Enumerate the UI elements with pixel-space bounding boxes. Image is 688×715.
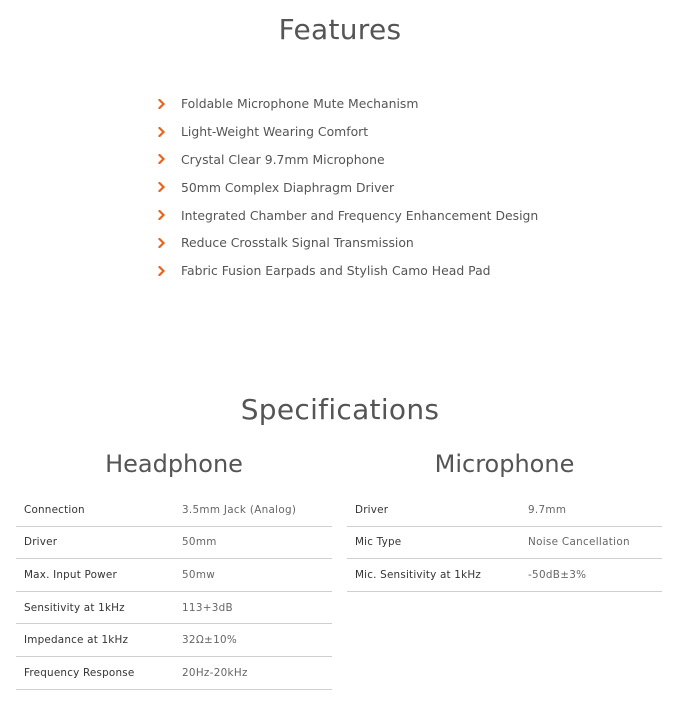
spec-label: Sensitivity at 1kHz [24,601,125,614]
headphone-spec-table [16,494,332,690]
chevron-right-icon [158,266,181,276]
spec-value: 50mm [182,536,217,549]
spec-value: 9.7mm [528,503,567,516]
spec-value: 3.5mm Jack (Analog) [182,503,297,516]
table-row [16,559,332,592]
table-row [16,527,332,560]
feature-item [158,90,538,118]
chevron-right-icon [158,154,181,164]
microphone-spec-table [347,494,662,592]
spec-value: Noise Cancellation [528,536,630,549]
features-list [158,90,538,285]
feature-text: Integrated Chamber and Frequency Enhancement Design [181,207,539,223]
feature-item [158,173,538,201]
spec-label: Driver [355,503,389,516]
feature-text: Crystal Clear 9.7mm Microphone [181,151,385,167]
feature-text: 50mm Complex Diaphragm Driver [181,179,395,195]
spec-value: 113+3dB [182,601,233,614]
table-row [347,527,662,560]
headphone-title: Headphone [105,450,243,478]
spec-label: Impedance at 1kHz [24,634,129,647]
features-title: Features [278,13,402,46]
table-row [16,592,332,625]
feature-item [158,201,538,229]
spec-label: Mic. Sensitivity at 1kHz [355,568,482,581]
table-row [347,494,662,527]
spec-value: 32Ω±10% [182,634,238,647]
table-row [16,657,332,690]
chevron-right-icon [158,182,181,192]
spec-value: -50dB±3% [528,568,587,581]
chevron-right-icon [158,99,181,109]
spec-value: 20Hz-20kHz [182,666,248,679]
feature-item [158,257,538,285]
table-row [16,494,332,527]
spec-label: Connection [24,503,85,516]
feature-text: Foldable Microphone Mute Mechanism [181,96,419,112]
feature-item [158,229,538,257]
chevron-right-icon [158,210,181,220]
spec-label: Driver [24,536,58,549]
spec-label: Frequency Response [24,666,135,679]
spec-label: Max. Input Power [24,568,117,581]
specifications-title: Specifications [240,393,440,426]
feature-item [158,146,538,174]
table-row [347,559,662,592]
feature-text: Light-Weight Wearing Comfort [181,124,369,140]
spec-value: 50mw [182,568,216,581]
chevron-right-icon [158,238,181,248]
feature-text: Fabric Fusion Earpads and Stylish Camo Head Pad [181,263,491,279]
microphone-title: Microphone [434,450,575,478]
table-row [16,624,332,657]
feature-item [158,118,538,146]
feature-text: Reduce Crosstalk Signal Transmission [181,235,414,251]
spec-label: Mic Type [355,536,402,549]
chevron-right-icon [158,127,181,137]
